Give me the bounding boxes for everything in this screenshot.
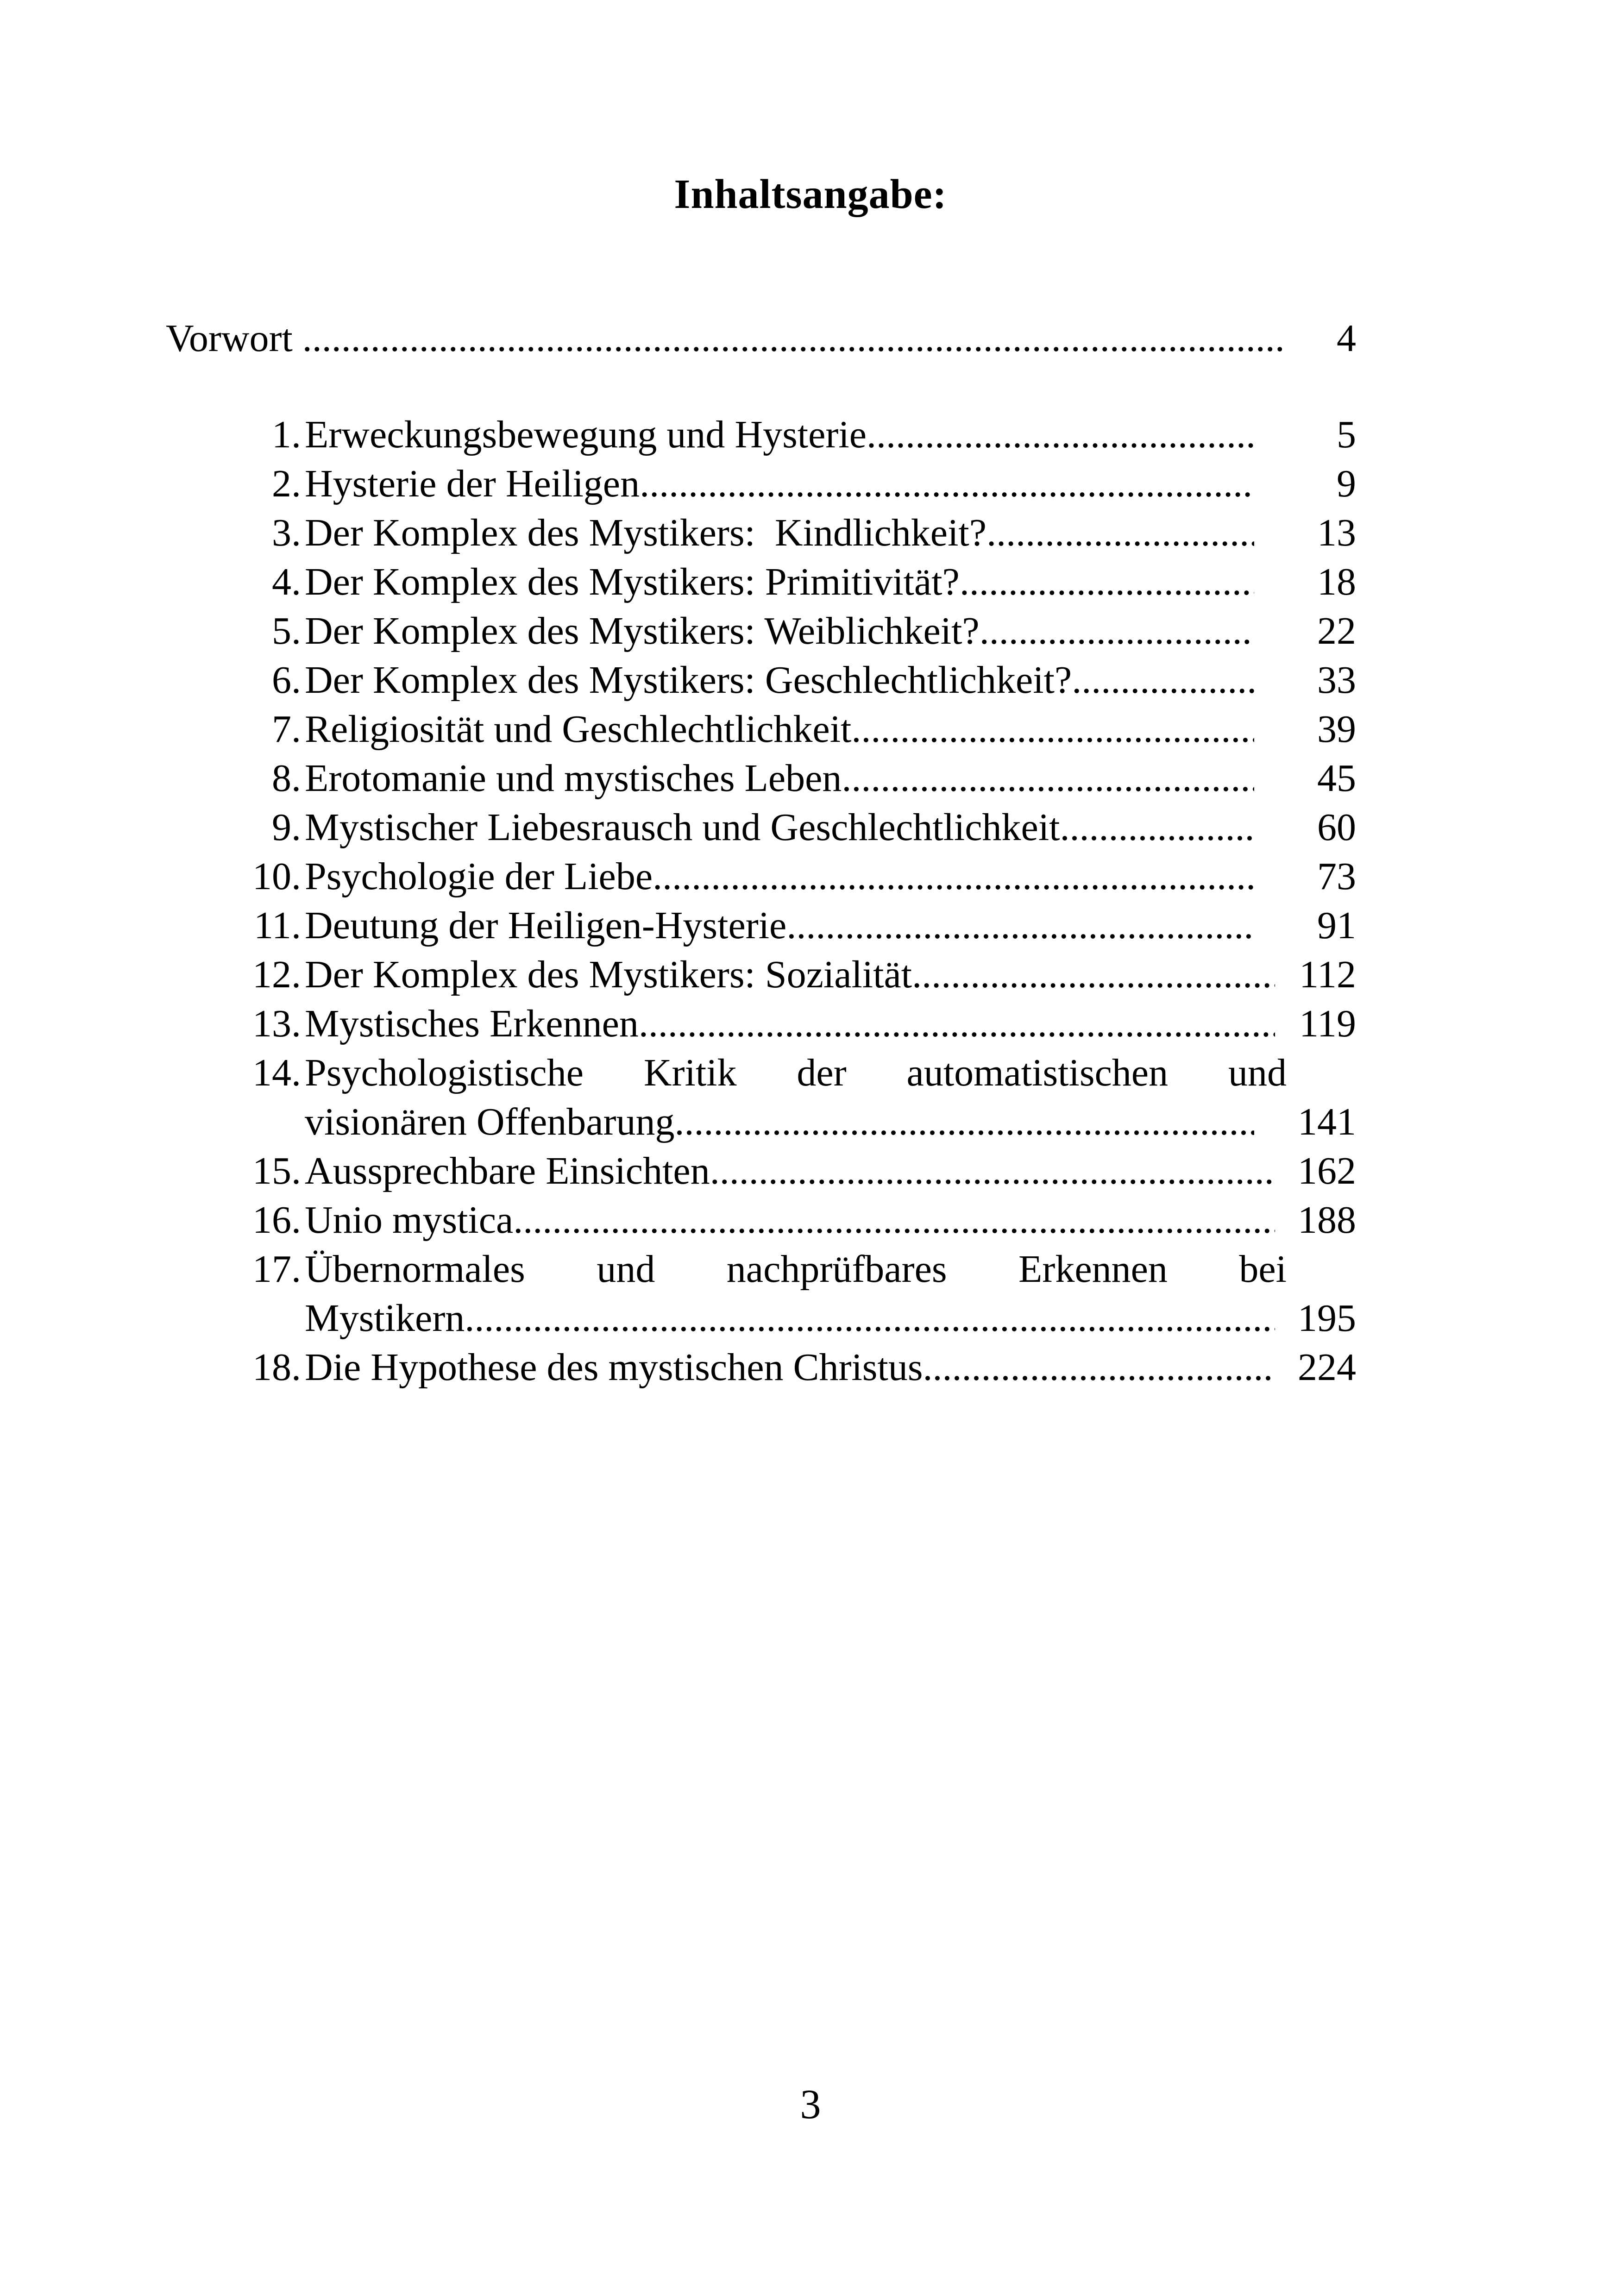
toc-entry-continuation[interactable]	[227, 1293, 1356, 1344]
toc-entry-label: Unio mystica .....	[305, 1195, 1275, 1246]
toc-entry-label: Vorwort .....	[166, 313, 1282, 364]
toc-entry-number: 13.	[252, 1002, 301, 1045]
toc-entry-number: 6.	[272, 659, 301, 702]
toc-entry-label-line2: Mystikern .....	[305, 1293, 1275, 1344]
toc-entry[interactable]	[227, 1342, 1356, 1393]
toc-entry[interactable]	[227, 557, 1356, 608]
toc-entry-page: 73	[1317, 855, 1356, 898]
toc-entry-page: 112	[1299, 953, 1356, 996]
toc-entry[interactable]	[227, 1244, 1356, 1295]
toc-entry[interactable]	[227, 1146, 1356, 1197]
toc-entry-page: 188	[1298, 1198, 1356, 1242]
toc-entry-page: 18	[1317, 560, 1356, 603]
toc-entry[interactable]	[227, 655, 1356, 706]
toc-entry-label-line1	[305, 1244, 1287, 1295]
toc-entry[interactable]	[227, 508, 1356, 558]
toc-entry-word: bei	[1239, 1248, 1287, 1291]
toc-entry-word: Erkennen	[1018, 1248, 1168, 1291]
toc-entry[interactable]	[227, 900, 1356, 951]
toc-entry-label: Deutung der Heiligen-Hysterie .....	[305, 900, 1254, 951]
toc-entry-number: 4.	[272, 560, 301, 603]
toc-entry-word: automatistischen	[906, 1051, 1169, 1094]
toc-entry-page: 9	[1337, 462, 1356, 505]
toc-entry-label: Der Komplex des Mystikers: Primitivität? .....	[305, 557, 1254, 608]
toc-entry-word: der	[797, 1051, 847, 1094]
toc-entry-page: 33	[1317, 659, 1356, 702]
toc-entry-word: Kritik	[643, 1051, 737, 1094]
toc-entry-number: 3.	[272, 511, 301, 554]
toc-entry[interactable]	[227, 606, 1356, 657]
toc-entry-number: 2.	[272, 462, 301, 505]
toc-entry-label: Der Komplex des Mystikers: Kindlichkeit? .....	[305, 508, 1254, 558]
toc-entry[interactable]	[227, 458, 1356, 509]
toc-entry-number: 1.	[272, 413, 301, 456]
toc-entry-word: Psychologistische	[305, 1051, 584, 1094]
toc-entry-number: 14.	[252, 1051, 301, 1094]
toc-entry[interactable]	[227, 802, 1356, 853]
toc-entry-page: 224	[1298, 1346, 1356, 1389]
toc-entry[interactable]	[227, 949, 1356, 1000]
toc-entry-label: Der Komplex des Mystikers: Sozialität .....	[305, 949, 1275, 1000]
toc-entry-label: Aussprechbare Einsichten .....	[305, 1146, 1275, 1197]
toc-entry-continuation[interactable]	[227, 1097, 1356, 1148]
toc-entry[interactable]	[227, 409, 1356, 460]
toc-entry-label: Religiosität und Geschlechtlichkeit .....	[305, 704, 1254, 755]
toc-entry-page: 45	[1317, 757, 1356, 800]
toc-entry-label: Erotomanie und mystisches Leben .....	[305, 753, 1254, 804]
toc-entry-number: 12.	[252, 953, 301, 996]
toc-entry-number: 5.	[272, 609, 301, 652]
toc-entry-page: 162	[1298, 1149, 1356, 1192]
toc-entry[interactable]	[227, 1195, 1356, 1246]
toc-entry-number: 7.	[272, 708, 301, 751]
toc-entry-label: Mystisches Erkennen .....	[305, 998, 1275, 1049]
toc-entry-number: 15.	[252, 1149, 301, 1192]
toc-entry[interactable]	[227, 998, 1356, 1049]
toc-entry-label: Mystischer Liebesrausch und Geschlechtlichkeit .....	[305, 802, 1254, 853]
toc-entry-label: Erweckungsbewegung und Hysterie .....	[305, 409, 1254, 460]
toc-entry-word: und	[1228, 1051, 1287, 1094]
toc-entry-vorwort[interactable]	[166, 313, 1356, 364]
toc-entry-page: 141	[1298, 1100, 1356, 1143]
toc-entry-label: Hysterie der Heiligen .....	[305, 458, 1254, 509]
toc-entry-page: 13	[1317, 511, 1356, 554]
page-number: 3	[800, 2082, 821, 2127]
toc-entry-label: Psychologie der Liebe .....	[305, 851, 1254, 902]
toc-entry-label-line1	[305, 1048, 1287, 1098]
toc-entry[interactable]	[227, 753, 1356, 804]
toc-entry-page: 5	[1337, 413, 1356, 456]
toc-entry-page: 60	[1317, 806, 1356, 849]
toc-entry-word: Übernormales	[305, 1248, 525, 1291]
toc-entry-page: 39	[1317, 708, 1356, 751]
toc-entry-page: 4	[1337, 317, 1356, 360]
toc-entry[interactable]	[227, 1048, 1356, 1098]
toc-entry-number: 8.	[272, 757, 301, 800]
toc-entry-page: 91	[1317, 904, 1356, 947]
toc-entry-number: 10.	[252, 855, 301, 898]
toc-entry-word: nachprüfbares	[726, 1248, 947, 1291]
toc-entry-page: 119	[1299, 1002, 1356, 1045]
toc-entry-number: 18.	[252, 1346, 301, 1389]
toc-entry-number: 11.	[254, 904, 301, 947]
toc-entry[interactable]	[227, 851, 1356, 902]
toc-entry-label: Der Komplex des Mystikers: Weiblichkeit? .....	[305, 606, 1254, 657]
toc-entry[interactable]	[227, 704, 1356, 755]
toc-entry-number: 9.	[272, 806, 301, 849]
toc-entry-label: Der Komplex des Mystikers: Geschlechtlichkeit? .....	[305, 655, 1254, 706]
toc-entry-number: 17.	[252, 1248, 301, 1291]
toc-entry-label: Die Hypothese des mystischen Christus .....	[305, 1342, 1275, 1393]
toc-entry-number: 16.	[252, 1198, 301, 1242]
toc-entry-label-line2: visionären Offenbarung .....	[305, 1097, 1254, 1148]
toc-title: Inhaltsangabe:	[674, 171, 947, 217]
toc-entry-page: 22	[1317, 609, 1356, 652]
toc-entry-word: und	[597, 1248, 655, 1291]
toc-entry-page: 195	[1298, 1297, 1356, 1340]
